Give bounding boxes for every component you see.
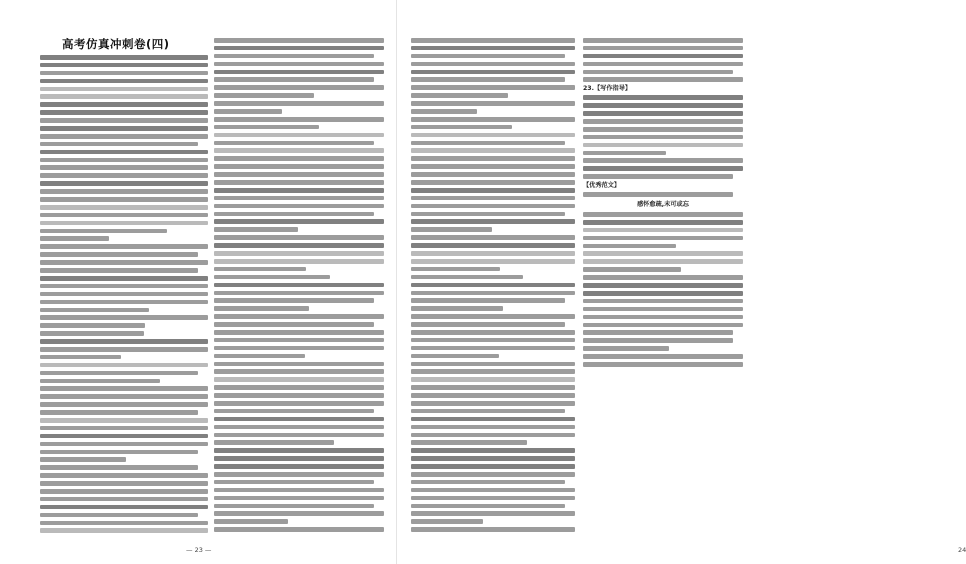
text-line: [40, 236, 109, 241]
text-line: [411, 267, 500, 272]
text-line: [411, 401, 575, 406]
text-line: [214, 448, 384, 453]
text-line: [411, 85, 575, 90]
text-line: [40, 102, 208, 107]
text-line: [40, 94, 208, 99]
text-line: [411, 251, 575, 256]
text-line: [214, 393, 384, 398]
text-line: [583, 283, 743, 288]
text-line: [583, 259, 743, 264]
text-line: [583, 143, 743, 148]
text-line: [411, 346, 575, 351]
text-line: [411, 196, 575, 201]
text-line: [583, 275, 743, 280]
text-line: [214, 464, 384, 469]
text-line: [411, 354, 499, 359]
left-page-column-1: [40, 55, 208, 541]
text-line: [583, 127, 743, 132]
text-line: [214, 101, 384, 106]
text-line: [411, 275, 523, 280]
text-line: [40, 450, 198, 455]
text-line: [411, 125, 512, 130]
text-line: [214, 306, 309, 311]
text-line: [583, 267, 681, 272]
text-line: [583, 251, 743, 256]
text-line: [214, 204, 384, 209]
text-line: [411, 204, 575, 209]
text-line: [40, 465, 198, 470]
text-line: [411, 46, 575, 51]
text-line: [40, 110, 208, 115]
text-line: [40, 165, 208, 170]
text-line: [411, 283, 575, 288]
text-line: [214, 156, 384, 161]
text-line: [40, 481, 208, 486]
text-line: [583, 330, 733, 335]
text-line: [411, 101, 575, 106]
text-line: [214, 369, 384, 374]
text-line: [583, 151, 666, 156]
text-line: [583, 192, 733, 197]
text-line: [40, 426, 208, 431]
text-line: [214, 235, 384, 240]
text-line: [411, 156, 575, 161]
text-line: [214, 188, 384, 193]
text-line: [214, 440, 334, 445]
text-line: [214, 314, 384, 319]
text-line: [40, 457, 126, 462]
text-line: [583, 158, 743, 163]
text-line: [411, 504, 565, 509]
text-line: [214, 480, 374, 485]
right-page-column-2: [583, 38, 743, 541]
text-line: [40, 379, 160, 384]
text-line: [214, 488, 384, 493]
text-line: [214, 125, 319, 130]
text-line: [214, 148, 384, 153]
right-page-number: 24: [958, 546, 966, 554]
text-line: [411, 164, 575, 169]
text-line: [214, 504, 374, 509]
text-line: [214, 212, 374, 217]
text-line: [40, 79, 208, 84]
text-line: [214, 330, 384, 335]
text-line: [214, 141, 374, 146]
model-essay-title: 感怀愈疏,未可或忘: [637, 201, 689, 209]
text-line: [411, 425, 575, 430]
text-line: [411, 235, 575, 240]
left-page-number: — 23 —: [186, 546, 212, 554]
text-line: [583, 103, 743, 108]
text-line: [40, 268, 198, 273]
text-line: [411, 362, 575, 367]
text-line: [214, 472, 384, 477]
text-line: [411, 109, 477, 114]
text-line: [214, 196, 384, 201]
text-line: [411, 180, 575, 185]
text-line: [411, 259, 575, 264]
text-line: [583, 346, 669, 351]
text-line: [411, 314, 575, 319]
text-line: [214, 401, 384, 406]
text-line: [214, 70, 384, 75]
text-line: [583, 228, 743, 233]
text-line: [583, 174, 733, 179]
text-line: [411, 77, 565, 82]
text-line: [411, 385, 575, 390]
text-line: [214, 511, 384, 516]
text-line: [583, 323, 743, 328]
text-line: [583, 291, 743, 296]
text-line: [583, 362, 743, 367]
text-line: [40, 213, 208, 218]
text-line: [40, 363, 208, 368]
text-line: [40, 355, 121, 360]
text-line: [214, 62, 384, 67]
text-line: [583, 62, 743, 67]
text-line: [40, 158, 208, 163]
text-line: [40, 292, 208, 297]
text-line: [411, 330, 575, 335]
text-line: [411, 393, 575, 398]
left-page-column-2: [214, 38, 384, 541]
text-line: [40, 386, 208, 391]
text-line: [411, 38, 575, 43]
right-page-column-1: [411, 38, 575, 541]
text-line: [40, 71, 208, 76]
text-line: [40, 126, 208, 131]
text-line: [411, 480, 565, 485]
text-line: [214, 93, 314, 98]
text-line: [40, 118, 208, 123]
text-line: [40, 205, 208, 210]
left-page: [0, 0, 397, 564]
text-line: [411, 433, 575, 438]
text-line: [583, 38, 743, 43]
text-line: [411, 409, 565, 414]
text-line: [214, 409, 374, 414]
text-line: [411, 369, 575, 374]
text-line: [411, 448, 575, 453]
text-line: [214, 425, 384, 430]
text-line: [583, 220, 743, 225]
text-line: [411, 472, 575, 477]
text-line: [40, 252, 198, 257]
text-line: [214, 527, 384, 532]
text-line: [40, 489, 208, 494]
text-line: [214, 77, 374, 82]
text-line: [214, 251, 384, 256]
text-line: [40, 181, 208, 186]
text-line: [40, 308, 149, 313]
text-line: [214, 164, 384, 169]
text-line: [583, 354, 743, 359]
text-line: [214, 180, 384, 185]
text-line: [40, 315, 208, 320]
text-line: [583, 95, 743, 100]
text-line: [40, 221, 208, 226]
text-line: [214, 298, 374, 303]
text-line: [40, 197, 208, 202]
text-line: [214, 362, 384, 367]
text-line: [214, 46, 384, 51]
text-line: [40, 402, 208, 407]
text-line: [40, 244, 208, 249]
text-line: [583, 244, 676, 249]
text-line: [40, 410, 198, 415]
text-line: [583, 166, 743, 171]
text-line: [411, 527, 575, 532]
writing-guide-heading: 23.【写作指导】: [583, 85, 632, 93]
text-line: [583, 307, 743, 312]
text-line: [411, 93, 508, 98]
model-essay-heading: 【优秀范文】: [583, 182, 621, 190]
text-line: [411, 298, 565, 303]
text-line: [214, 38, 384, 43]
text-line: [40, 347, 208, 352]
text-line: [583, 135, 743, 140]
text-line: [214, 417, 384, 422]
text-line: [583, 46, 743, 51]
text-line: [40, 434, 208, 439]
page-title: 高考仿真冲刺卷(四): [62, 37, 170, 51]
text-line: [411, 70, 575, 75]
text-line: [583, 212, 743, 217]
text-line: [411, 496, 575, 501]
text-line: [411, 117, 575, 122]
text-line: [40, 134, 208, 139]
text-line: [40, 497, 208, 502]
text-line: [411, 511, 575, 516]
text-line: [214, 109, 282, 114]
text-line: [411, 377, 575, 382]
text-line: [411, 440, 527, 445]
text-line: [411, 306, 503, 311]
text-line: [411, 54, 565, 59]
text-line: [411, 464, 575, 469]
text-line: [40, 521, 208, 526]
text-line: [214, 85, 384, 90]
text-line: [411, 243, 575, 248]
text-line: [40, 528, 208, 533]
text-line: [40, 331, 144, 336]
text-line: [40, 284, 208, 289]
text-line: [40, 339, 208, 344]
text-line: [214, 133, 384, 138]
text-line: [411, 141, 565, 146]
text-line: [214, 456, 384, 461]
text-line: [40, 300, 208, 305]
text-line: [411, 148, 575, 153]
text-line: [411, 133, 575, 138]
text-line: [411, 417, 575, 422]
text-line: [214, 259, 384, 264]
text-line: [40, 55, 208, 60]
text-line: [40, 505, 208, 510]
text-line: [40, 87, 208, 92]
text-line: [411, 172, 575, 177]
text-line: [40, 513, 198, 518]
text-line: [40, 229, 167, 234]
text-line: [40, 418, 208, 423]
text-line: [40, 394, 208, 399]
right-page: [397, 0, 966, 564]
text-line: [40, 442, 208, 447]
text-line: [411, 212, 565, 217]
text-line: [583, 111, 743, 116]
text-line: [411, 338, 575, 343]
text-line: [583, 54, 743, 59]
text-line: [411, 322, 565, 327]
text-line: [214, 283, 384, 288]
text-line: [214, 54, 374, 59]
text-line: [40, 473, 208, 478]
text-line: [411, 227, 492, 232]
text-line: [214, 496, 384, 501]
text-line: [583, 299, 743, 304]
text-line: [214, 267, 306, 272]
text-line: [583, 236, 743, 241]
text-line: [411, 219, 575, 224]
text-line: [411, 291, 575, 296]
text-line: [583, 77, 743, 82]
text-line: [214, 219, 384, 224]
text-line: [40, 323, 145, 328]
text-line: [583, 119, 743, 124]
text-line: [214, 519, 288, 524]
text-line: [40, 371, 198, 376]
text-line: [411, 188, 575, 193]
text-line: [583, 315, 743, 320]
text-line: [214, 275, 330, 280]
text-line: [214, 385, 384, 390]
text-line: [214, 172, 384, 177]
text-line: [40, 150, 208, 155]
text-line: [411, 456, 575, 461]
text-line: [40, 142, 198, 147]
text-line: [214, 354, 305, 359]
text-line: [214, 433, 384, 438]
text-line: [40, 260, 208, 265]
text-line: [583, 338, 733, 343]
text-line: [214, 227, 298, 232]
text-line: [40, 63, 208, 68]
text-line: [583, 70, 733, 75]
text-line: [40, 276, 208, 281]
text-line: [214, 243, 384, 248]
text-line: [214, 117, 384, 122]
text-line: [411, 519, 483, 524]
text-line: [411, 62, 575, 67]
text-line: [214, 322, 374, 327]
text-line: [214, 377, 384, 382]
text-line: [411, 488, 575, 493]
text-line: [214, 338, 384, 343]
text-line: [40, 173, 208, 178]
text-line: [214, 346, 384, 351]
text-line: [214, 291, 384, 296]
text-line: [40, 189, 208, 194]
